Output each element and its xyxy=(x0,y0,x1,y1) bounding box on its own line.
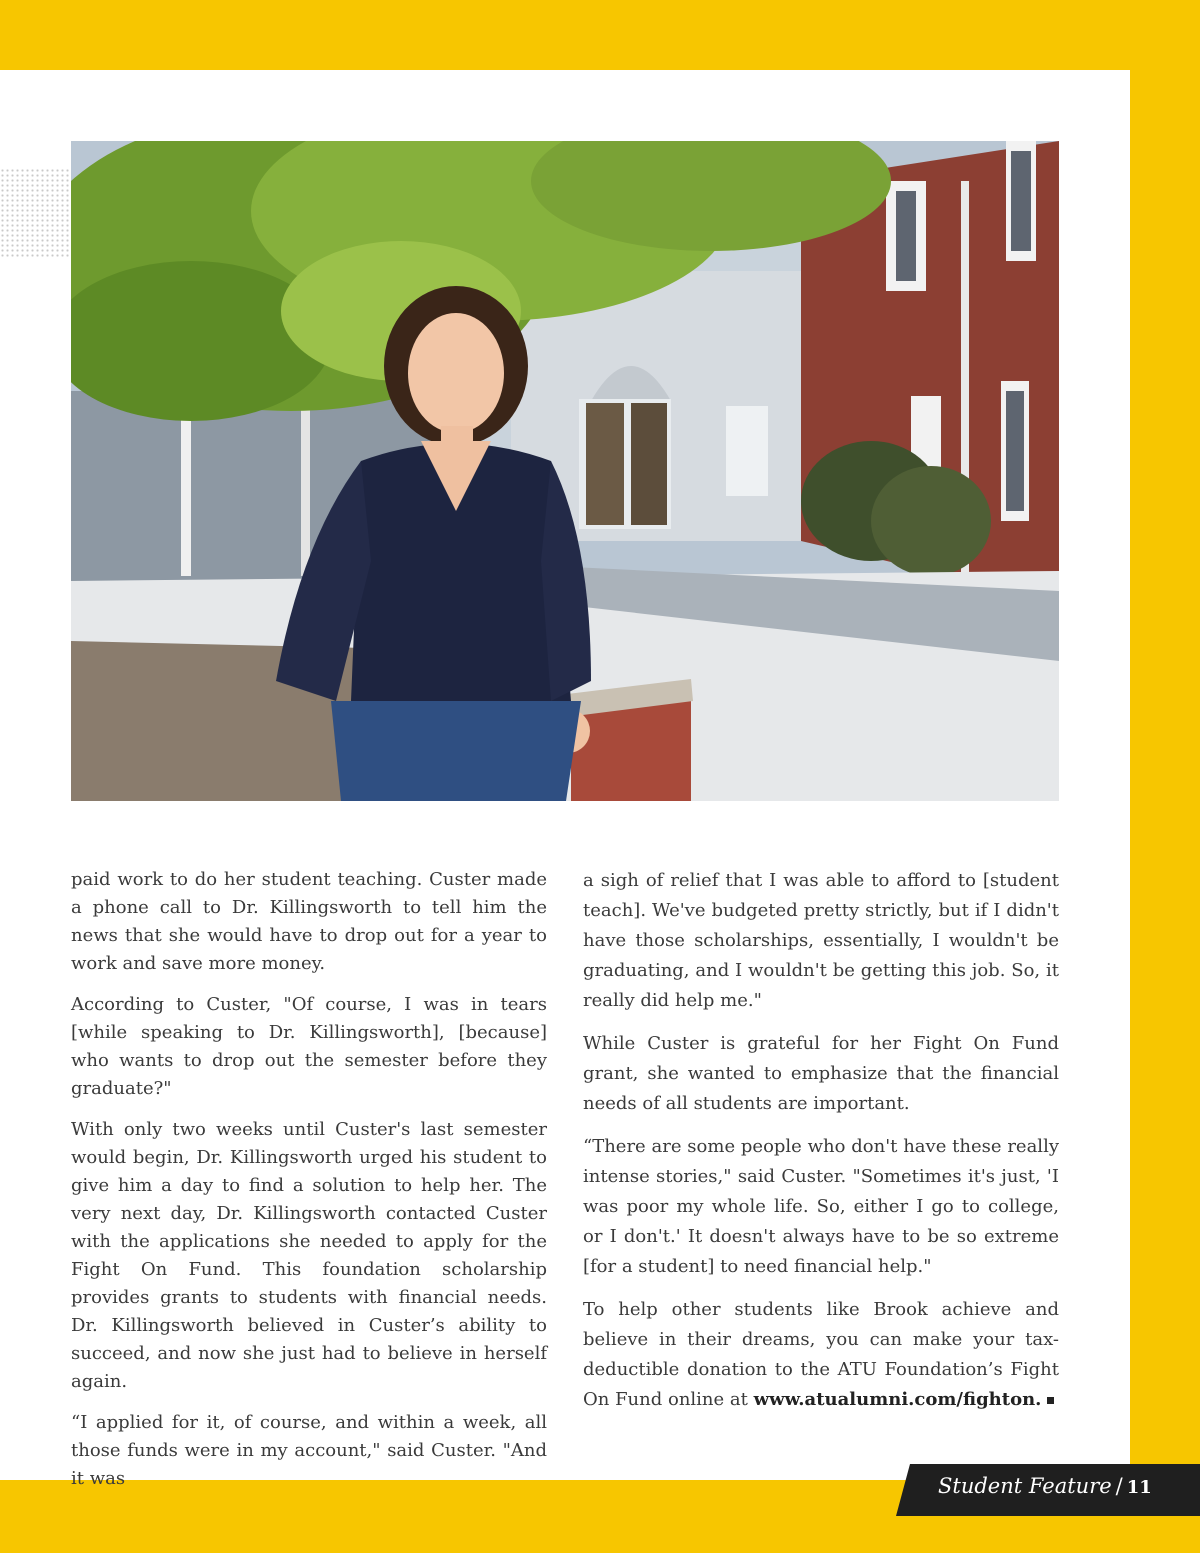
end-square-icon xyxy=(1047,1397,1054,1404)
footer-label xyxy=(938,1474,1152,1498)
article-paragraph: paid work to do her student teaching. Custer made a phone call to Dr. Killingsworth to tell him the news that she would have to drop out for a year to work and save more money. xyxy=(71,869,547,974)
page-number: 11 xyxy=(1126,1477,1152,1498)
article-paragraph: “There are some people who don't have these really intense stories," said Custer. "Sometimes it's just, 'I was poor my whole life. So, either I go to college, or I don't.' It doesn't always have to be so extreme [for a student] to need financial help." xyxy=(583,1136,1059,1277)
fight-on-link[interactable]: www.atualumni.com/fighton. xyxy=(753,1389,1042,1410)
article-paragraph: According to Custer, "Of course, I was in tears [while speaking to Dr. Killingsworth], [because] who wants to drop out the semester before they graduate?" xyxy=(71,994,547,1099)
footer-separator: / xyxy=(1115,1474,1123,1498)
section-name: Student Feature xyxy=(938,1474,1112,1498)
article-paragraph: With only two weeks until Custer's last semester would begin, Dr. Killingsworth urged his student to give him a day to find a solution to help her. The very next day, Dr. Killingsworth contacted Custer with the applications she needed to apply for the Fight On Fund. This foundation scholarship provides grants to students with financial needs. Dr. Killingsworth believed in Custer’s ability to succeed, and now she just had to believe in herself again. xyxy=(71,1119,547,1392)
closing-text: To help other students like Brook achieve and believe in their dreams, you can make your tax-deductible donation to the ATU Foundation’s Fight On Fund online at xyxy=(583,1299,1059,1410)
closing-paragraph xyxy=(583,1295,1059,1415)
article-column-right xyxy=(583,866,1059,1428)
article-paragraph: “I applied for it, of course, and within a week, all those funds were in my account," said Custer. "And it was xyxy=(71,1412,547,1489)
portrait-photo xyxy=(71,141,1059,801)
article-paragraph: While Custer is grateful for her Fight On Fund grant, she wanted to emphasize that the financial needs of all students are important. xyxy=(583,1033,1059,1114)
article-column-left xyxy=(71,866,547,1506)
halftone-decoration xyxy=(0,168,72,258)
article-paragraph: a sigh of relief that I was able to afford to [student teach]. We've budgeted pretty strictly, but if I didn't have those scholarships, essentially, I wouldn't be graduating, and I wouldn't be getting this job. So, it really did help me." xyxy=(583,870,1059,1011)
